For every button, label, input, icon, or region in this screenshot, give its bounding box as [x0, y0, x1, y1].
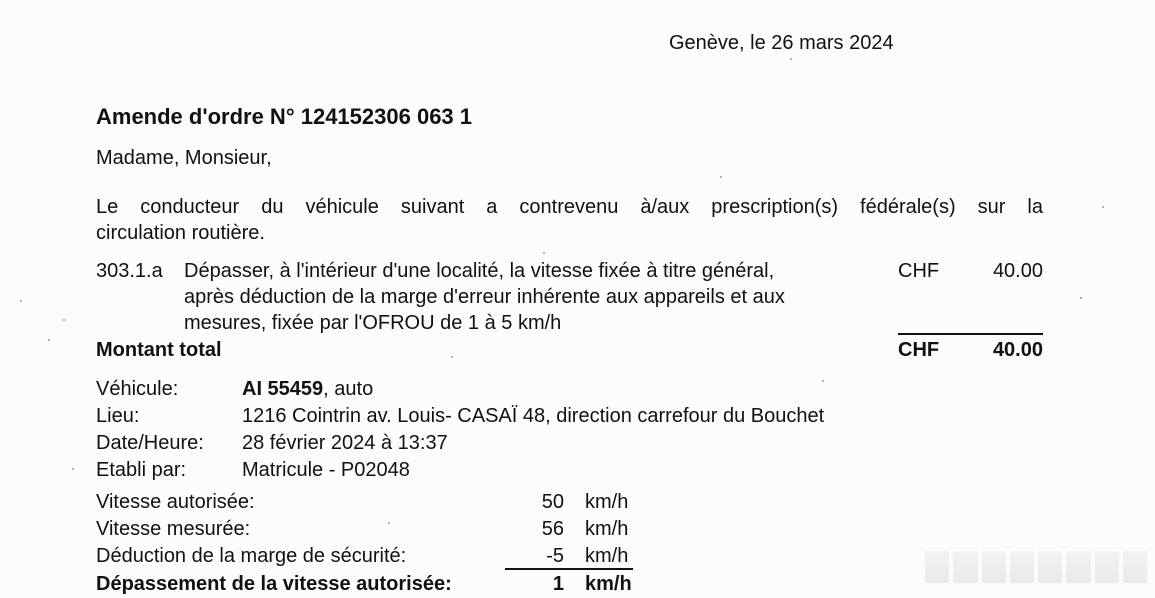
scan-artifact — [925, 551, 1147, 583]
offense-currency: CHF — [898, 260, 940, 282]
place-value: 1216 Cointrin av. Louis- CASAÏ 48, direction carrefour du Bouchet — [242, 405, 825, 427]
vehicle-plate: AI 55459 — [242, 378, 324, 400]
speed-label: Vitesse autorisée: — [96, 491, 255, 513]
offense-amount: 40.00 — [992, 260, 1043, 282]
scan-speck — [388, 522, 390, 524]
intro-line-1: Le conducteur du véhicule suivant a contrevenu à/aux prescription(s) fédérale(s) sur la — [96, 196, 1043, 218]
speed-result-label: Dépassement de la vitesse autorisée: — [96, 573, 452, 595]
speed-result-value: 1 — [552, 573, 564, 595]
scan-speck — [63, 319, 65, 321]
total-amount: 40.00 — [992, 339, 1043, 361]
scan-speck — [20, 300, 22, 302]
vehicle-value — [242, 377, 373, 401]
place-date: Genève, le 26 mars 2024 — [669, 32, 894, 54]
scan-speck — [1102, 206, 1104, 208]
speed-sum-rule — [505, 568, 633, 570]
scan-speck — [543, 252, 545, 254]
speed-label: Vitesse mesurée: — [96, 518, 251, 540]
scan-speck — [72, 468, 74, 470]
intro-line-2: circulation routière. — [96, 222, 265, 244]
speed-value: 50 — [541, 491, 564, 513]
offense-description-line-2: après déduction de la marge d'erreur inhérente aux appareils et aux — [184, 286, 785, 308]
issued-label: Etabli par: — [96, 459, 187, 481]
total-label: Montant total — [96, 339, 222, 361]
datetime-value: 28 février 2024 à 13:37 — [242, 432, 448, 454]
offense-code: 303.1.a — [96, 260, 163, 282]
scan-speck — [790, 58, 792, 60]
speed-result-unit: km/h — [585, 573, 632, 595]
total-rule — [898, 333, 1043, 335]
scan-speck — [451, 356, 453, 358]
place-label: Lieu: — [96, 405, 140, 427]
salutation: Madame, Monsieur, — [96, 147, 272, 169]
scan-speck — [822, 380, 824, 382]
speed-unit: km/h — [585, 545, 629, 567]
scan-speck — [48, 339, 50, 341]
vehicle-label: Véhicule: — [96, 378, 179, 400]
offense-description-line-3: mesures, fixée par l'OFROU de 1 à 5 km/h — [184, 312, 562, 334]
issued-value: Matricule - P02048 — [242, 459, 410, 481]
total-currency: CHF — [898, 339, 940, 361]
datetime-label: Date/Heure: — [96, 432, 204, 454]
speed-unit: km/h — [585, 491, 629, 513]
speed-value: 56 — [541, 518, 564, 540]
speed-unit: km/h — [585, 518, 629, 540]
speed-value: -5 — [546, 545, 564, 567]
vehicle-type: , auto — [323, 378, 374, 400]
scan-speck — [720, 176, 722, 178]
speed-label: Déduction de la marge de sécurité: — [96, 545, 407, 567]
scan-speck — [1080, 297, 1082, 299]
document-title: Amende d'ordre N° 124152306 063 1 — [96, 104, 473, 129]
offense-description-line-1: Dépasser, à l'intérieur d'une localité, la vitesse fixée à titre général, — [184, 260, 775, 282]
